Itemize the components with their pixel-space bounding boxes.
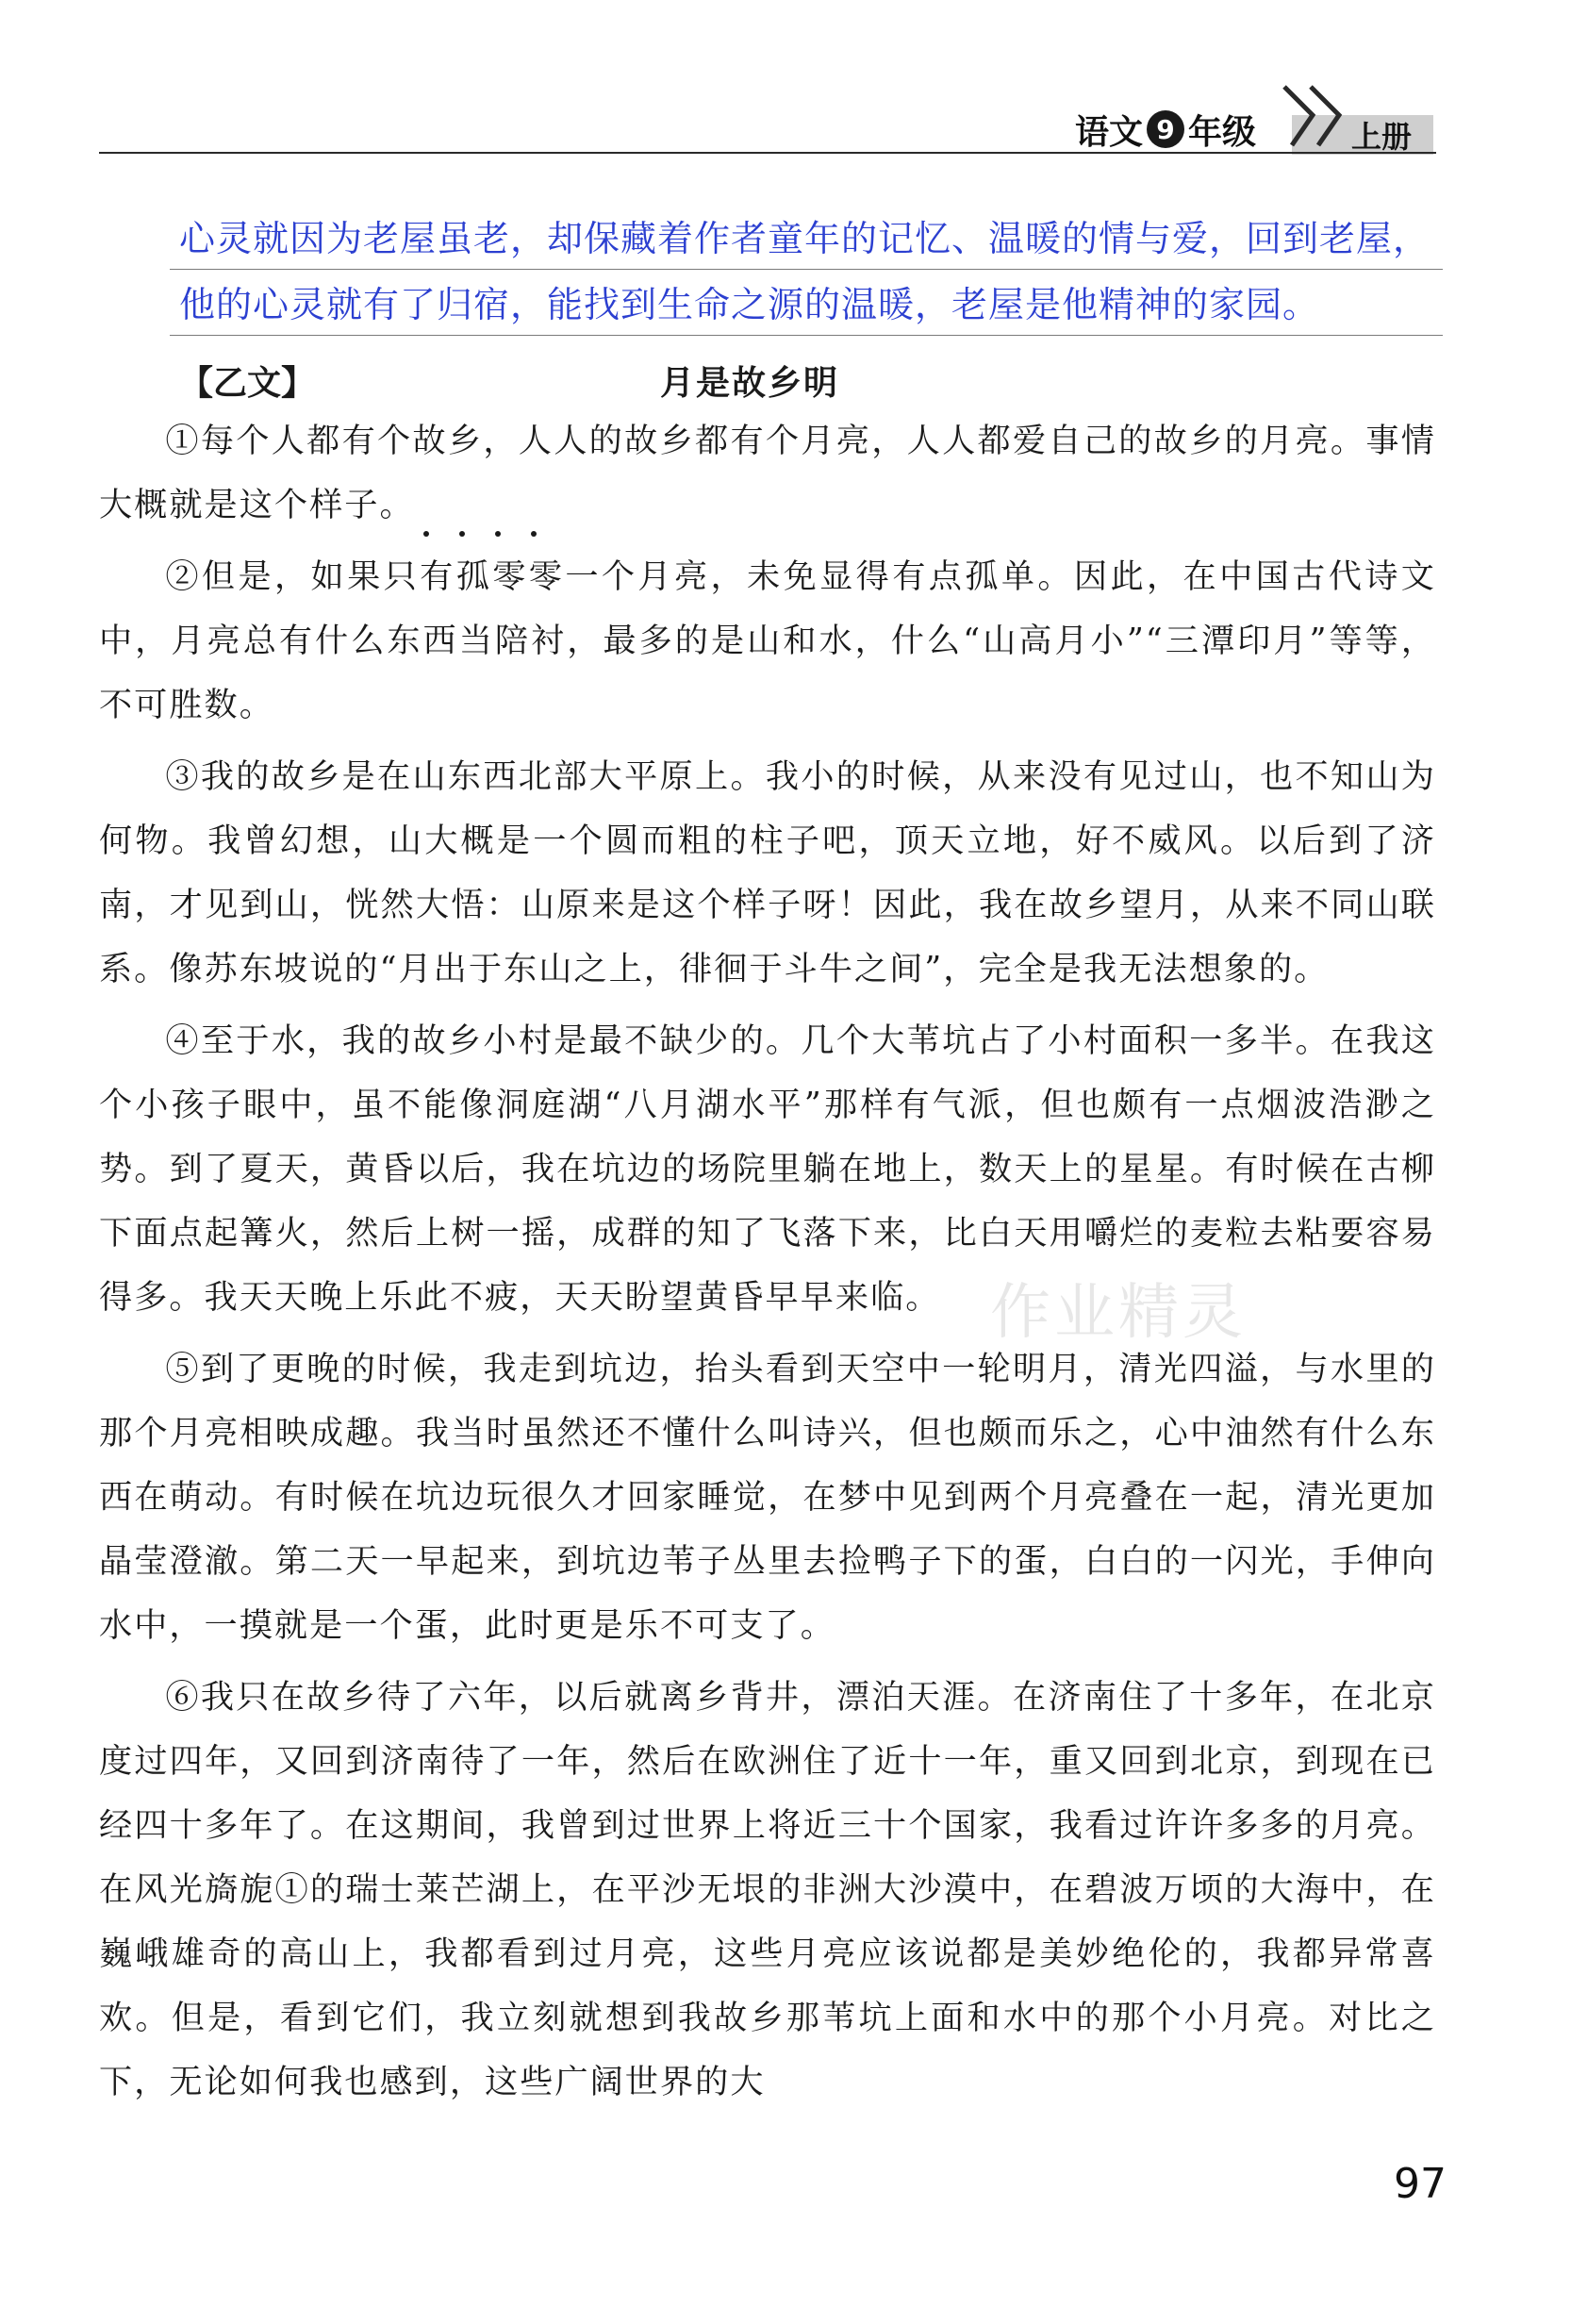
answer-line-1: 心灵就因为老屋虽老，却保藏着作者童年的记忆、温暖的情与爱，回到老屋， [179,218,1430,259]
emphasis-dots [413,529,554,539]
answer-rule-1 [170,269,1443,270]
section-label: 【乙文】 [179,364,316,403]
article-title: 月是故乡明 [660,364,840,403]
grade-badge: 9 [1147,110,1184,148]
paragraph-5: ⑤到了更晚的时候，我走到坑边，抬头看到天空中一轮明月，清光四溢，与水里的那个月亮相映成趣。我当时虽然还不懂什么叫诗兴，但也颇而乐之，心中油然有什么东西在萌动。有时候在坑边玩很久才回家睡觉，在梦中见到两个月亮叠在一起，清光更加晶莹澄澈。第二天一早起来，到坑边苇子丛里去捡鸭子下的蛋，白白的一闪光，手伸向水中，一摸就是一个蛋，此时更是乐不可支了。 [99,1350,1436,1645]
paragraph-6: ⑥我只在故乡待了六年，以后就离乡背井，漂泊天涯。在济南住了十多年，在北京度过四年，又回到济南待了一年，然后在欧洲住了近十一年，重又回到北京，到现在已经四十多年了。在这期间，我曾到过世界上将近三十个国家，我看过许许多多的月亮。在风光旖旎①的瑞士莱芒湖上，在平沙无垠的非洲大沙漠中，在碧波万顷的大海中，在巍峨雄奇的高山上，我都看到过月亮，这些月亮应该说都是美妙绝伦的，我都异常喜欢。但是，看到它们，我立刻就想到我故乡那苇坑上面和水中的那个小月亮。对比之下，无论如何我也感到，这些广阔世界的大 [99,1678,1436,2101]
volume-label: 上册 [1350,119,1412,155]
subject-label: 语文 [1075,112,1144,152]
answer-line-2: 他的心灵就有了归宿，能找到生命之源的温暖，老屋是他精神的家园。 [179,284,1320,325]
double-chevron-icon [1275,79,1360,155]
paragraph-3: ③我的故乡是在山东西北部大平原上。我小的时候，从来没有见过山，也不知山为何物。我曾幻想，山大概是一个圆而粗的柱子吧，顶天立地，好不威风。以后到了济南，才见到山，恍然大悟：山原来是这个样子呀！因此，我在故乡望月，从来不同山联系。像苏东坡说的“月出于东山之上，徘徊于斗牛之间”，完全是我无法想象的。 [99,757,1436,988]
grade-label: 年级 [1188,112,1257,152]
paragraph-4: ④至于水，我的故乡小村是最不缺少的。几个大苇坑占了小村面积一多半。在我这个小孩子眼中，虽不能像洞庭湖“八月湖水平”那样有气派，但也颇有一点烟波浩渺之势。到了夏天，黄昏以后，我在坑边的场院里躺在地上，数天上的星星。有时候在古柳下面点起篝火，然后上树一摇，成群的知了飞落下来，比白天用嚼烂的麦粒去粘要容易得多。我天天晚上乐此不疲，天天盼望黄昏早早来临。 [99,1021,1436,1317]
paragraph-1: ①每个人都有个故乡，人人的故乡都有个月亮，人人都爱自己的故乡的月亮。事情大概就是这个样子。 [99,422,1436,524]
answer-rule-2 [170,335,1443,336]
page-number: 97 [1394,2160,1447,2208]
watermark: 作业精灵 [990,1278,1247,1348]
paragraph-2: ②但是，如果只有孤零零一个月亮，未免显得有点孤单。因此，在中国古代诗文中，月亮总有什么东西当陪衬，最多的是山和水，什么“山高月小”“三潭印月”等等，不可胜数。 [99,557,1436,724]
header-divider [99,152,1436,154]
header-title [1075,106,1256,153]
